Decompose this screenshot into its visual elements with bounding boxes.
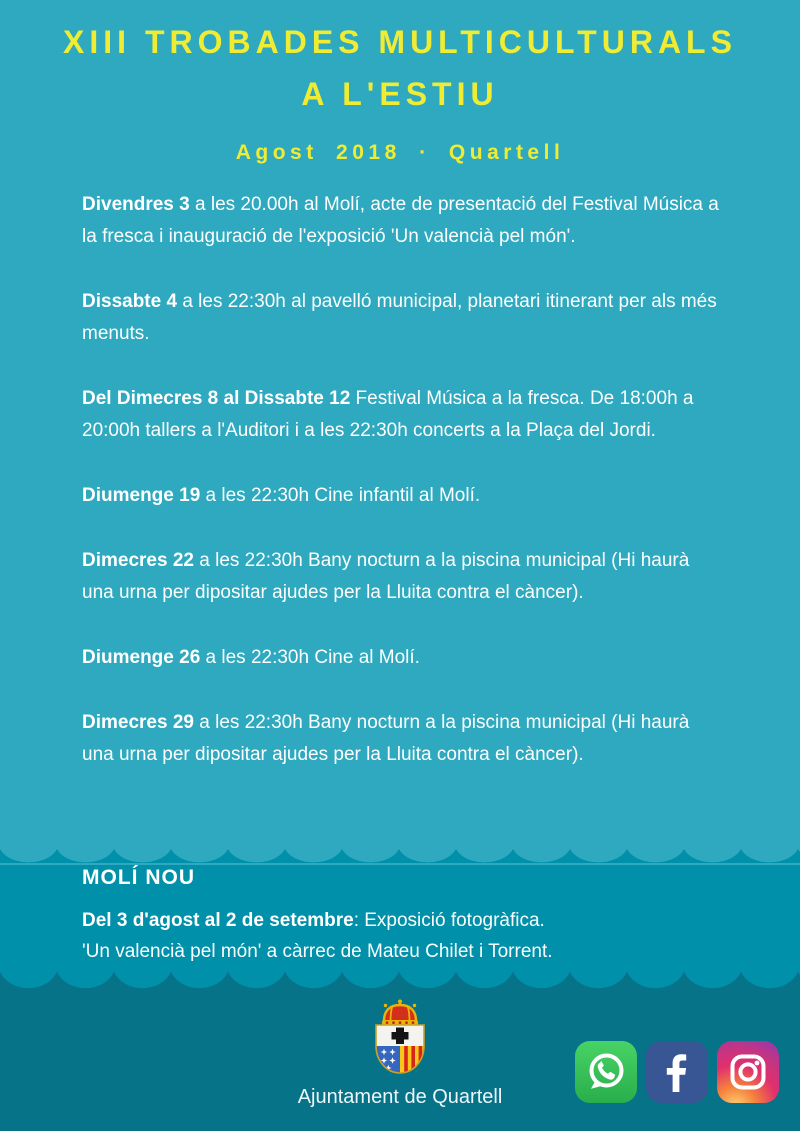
event-text: a les 22:30h Bany nocturn a la piscina municipal (Hi haurà una urna per dipositar ajudes per la Lluita contra el càncer).	[82, 712, 690, 765]
footer-caption: Ajuntament de Quartell	[297, 1086, 503, 1108]
moli-nou-section	[0, 865, 800, 964]
social-icons	[575, 1041, 779, 1103]
wave-divider-bottom	[0, 964, 800, 990]
event-item	[82, 480, 722, 512]
event-text: a les 22:30h Bany nocturn a la piscina municipal (Hi haurà una urna per dipositar ajudes per la Lluita contra el càncer).	[82, 550, 690, 603]
event-date: Dimecres 29	[82, 712, 194, 733]
moli-nou-line1	[82, 905, 722, 936]
events-list	[82, 189, 722, 771]
event-text: a les 20.00h al Molí, acte de presentació del Festival Música a la fresca i inauguració de l'exposició 'Un valencià pel món'.	[82, 194, 719, 247]
moli-nou-line2: 'Un valencià pel món' a càrrec de Mateu Chilet i Torrent.	[82, 941, 553, 962]
instagram-icon	[717, 1041, 779, 1103]
event-text: Festival Música a la fresca. De 18:00h a 20:00h tallers a l'Auditori i a les 22:30h concerts a la Plaça del Jordi.	[82, 388, 694, 441]
poster-title-line2: A L'ESTIU	[301, 76, 499, 112]
poster-title-line1: XIII TROBADES MULTICULTURALS	[63, 24, 737, 60]
facebook-icon	[646, 1041, 708, 1103]
moli-nou-heading: MOLÍ NOU	[82, 866, 195, 889]
event-date: Diumenge 19	[82, 485, 201, 506]
moli-nou-text	[82, 905, 722, 967]
moli-nou-dates: Del 3 d'agost al 2 de setembre	[82, 910, 354, 931]
event-date: Divendres 3	[82, 194, 190, 215]
event-date: Diumenge 26	[82, 647, 201, 668]
event-date: Dimecres 22	[82, 550, 194, 571]
whatsapp-icon	[575, 1041, 637, 1103]
event-text: a les 22:30h Cine al Molí.	[200, 647, 420, 668]
event-text: a les 22:30h Cine infantil al Molí.	[200, 485, 481, 506]
event-item	[82, 642, 722, 674]
moli-nou-line1-rest: : Exposició fotogràfica.	[353, 910, 545, 931]
coat-of-arms-svg	[371, 994, 429, 1074]
poster-subtitle: Agost 2018 · Quartell	[235, 141, 565, 164]
event-text: a les 22:30h al pavelló municipal, planetari itinerant per als més menuts.	[82, 291, 717, 344]
event-item	[82, 707, 722, 771]
event-date: Del Dimecres 8 al Dissabte 12	[82, 388, 351, 409]
quartell-coat-of-arms	[371, 994, 429, 1079]
footer-section	[0, 990, 800, 1131]
event-item	[82, 189, 722, 253]
event-item	[82, 545, 722, 609]
event-item	[82, 383, 722, 447]
event-item	[82, 286, 722, 350]
wave-divider-top	[0, 843, 800, 863]
event-date: Dissabte 4	[82, 291, 178, 312]
